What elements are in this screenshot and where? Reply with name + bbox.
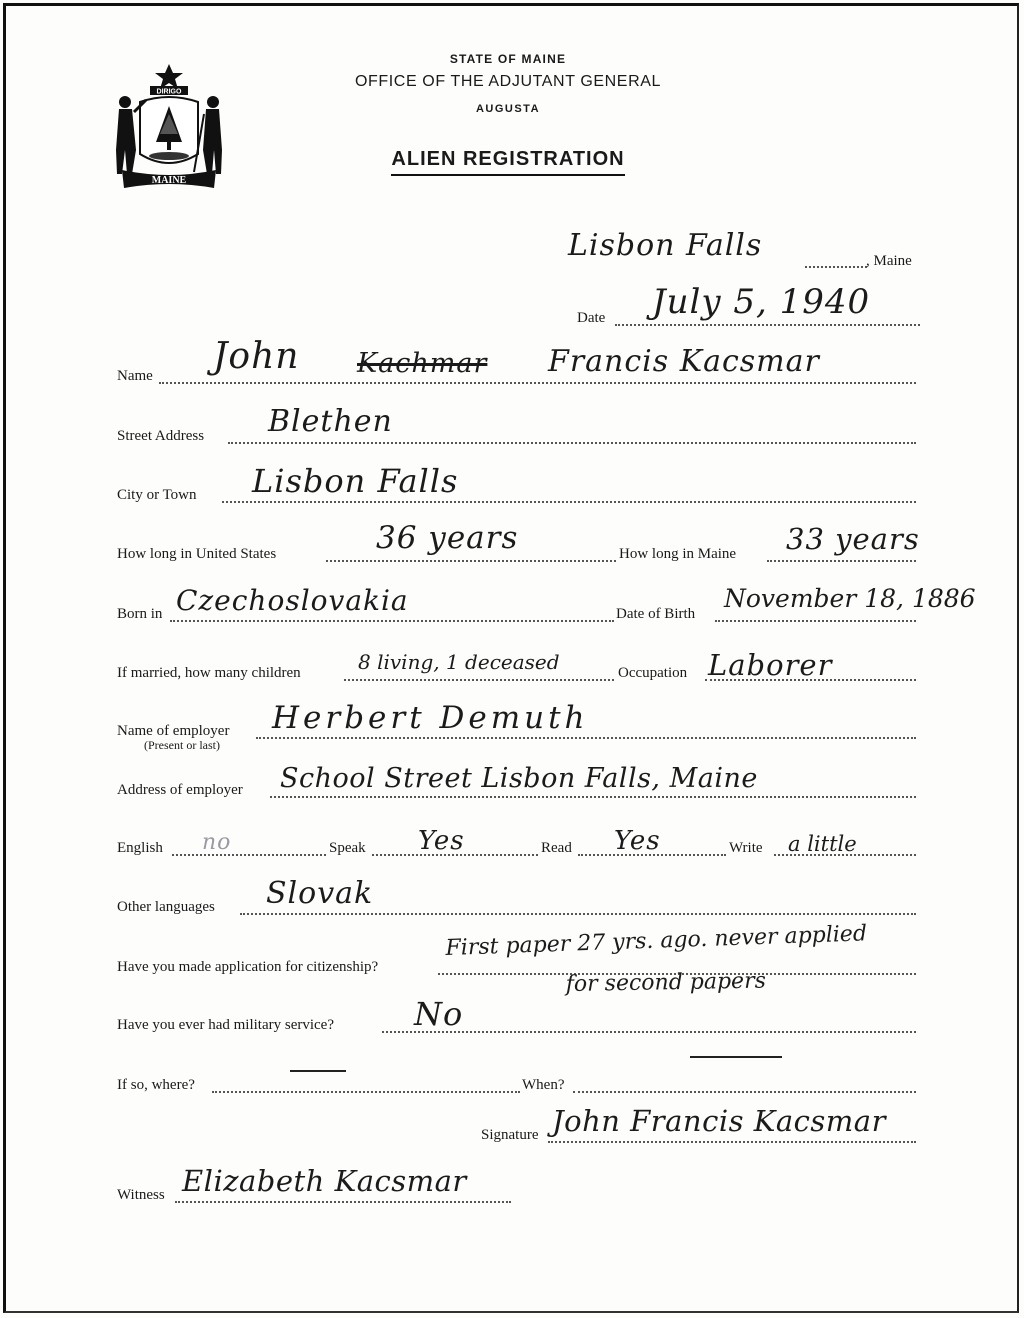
other-languages-label: Other languages [117,899,215,915]
write-label: Write [729,840,763,856]
english-line [172,854,326,856]
born-in-label: Born in [117,606,163,622]
svg-text:MAINE: MAINE [151,175,187,186]
occupation-label: Occupation [618,665,688,681]
english-value: no [202,830,232,855]
city-label: City or Town [117,487,197,503]
employer-value: Herbert Demuth [272,700,589,736]
read-value: Yes [614,826,661,856]
how-long-maine-line [767,560,916,562]
english-label: English [117,840,163,856]
date-of-birth-label: Date of Birth [616,606,696,622]
children-line [344,679,614,681]
where-dash [290,1070,346,1072]
how-long-maine-label: How long in Maine [619,546,737,562]
how-long-us-label: How long in United States [117,546,277,562]
employer-note: (Present or last) [144,738,220,752]
city-line [222,501,916,503]
citizenship-value-line1: First paper 27 yrs. ago. never applied [445,921,868,961]
when-dash [690,1056,782,1058]
citizenship-label: Have you made application for citizenship? [117,959,379,975]
witness-label: Witness [117,1187,165,1203]
how-long-maine-value: 33 years [786,522,920,556]
signature-line [548,1141,916,1143]
street-label: Street Address [117,428,205,444]
employer-label: Name of employer [117,723,230,739]
employer-address-label: Address of employer [117,782,243,798]
where-line [212,1091,520,1093]
date-line [615,324,920,326]
street-value: Blethen [268,404,393,439]
name-struck-value: Kachmar [357,348,488,379]
other-languages-value: Slovak [266,876,374,911]
read-label: Read [541,840,572,856]
place-value: Lisbon Falls [568,228,763,263]
how-long-us-value: 36 years [376,520,519,556]
street-line [228,442,916,444]
name-first-value: John [213,336,300,377]
employer-address-value: School Street Lisbon Falls, Maine [280,763,758,794]
witness-line [175,1201,511,1203]
write-value: a little [788,832,857,856]
svg-text:DIRIGO: DIRIGO [156,88,182,96]
place-line [805,266,867,268]
where-label: If so, where? [117,1077,195,1093]
date-value: July 5, 1940 [652,282,871,322]
citizenship-value-line2: for second papers [565,968,767,997]
signature-label: Signature [481,1127,539,1143]
signature-value: John Francis Kacsmar [552,1104,886,1138]
employer-line [256,737,916,739]
military-label: Have you ever had military service? [117,1017,334,1033]
form-title-wrap [0,148,1020,176]
employer-address-line [270,796,916,798]
born-in-line [170,620,614,622]
office-heading: OFFICE OF THE ADJUTANT GENERAL [354,73,662,90]
occupation-value: Laborer [708,648,833,682]
date-of-birth-line [715,620,916,622]
military-value: No [414,995,464,1033]
when-line [573,1091,916,1093]
other-languages-line [240,913,916,915]
name-label: Name [117,368,153,384]
name-line [159,382,916,384]
date-of-birth-value: November 18, 1886 [724,584,976,613]
form-title: ALIEN REGISTRATION [391,148,624,176]
name-rest-value: Francis Kacsmar [548,344,820,379]
born-in-value: Czechoslovakia [176,584,409,617]
date-label: Date [577,310,606,326]
witness-value: Elizabeth Kacsmar [182,1164,467,1198]
children-label: If married, how many children [117,665,301,681]
how-long-us-line [326,560,616,562]
speak-label: Speak [329,840,366,856]
maine-label: , Maine [866,253,912,269]
state-heading: STATE OF MAINE [449,52,567,66]
when-label: When? [522,1077,565,1093]
children-value: 8 living, 1 deceased [358,650,560,674]
city-value: Lisbon Falls [252,462,459,500]
speak-value: Yes [418,826,465,856]
city-heading: AUGUSTA [475,103,541,115]
